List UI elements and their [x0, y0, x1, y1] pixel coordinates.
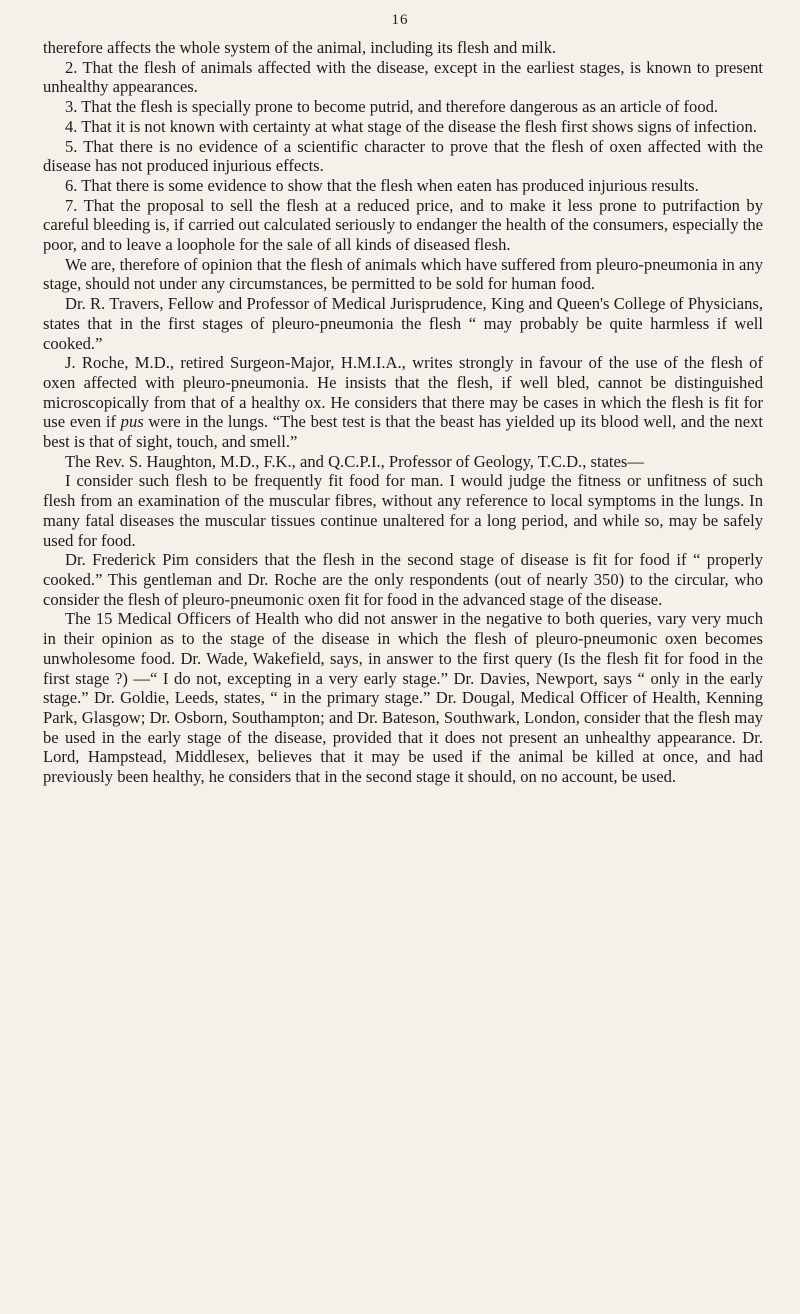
- roche-text-tail: were in the lungs. “The best test is that the beast has yielded up its blood well, and the next best is that of sight, touch, and smell.”: [43, 412, 763, 452]
- finding-2: 2. That the flesh of animals affected with the disease, except in the earliest stages, is known to present unhealthy appearances.: [43, 57, 763, 97]
- paragraph-continuation: therefore affects the whole system of the animal, including its flesh and milk.: [43, 38, 557, 57]
- finding-3: 3. That the flesh is specially prone to become putrid, and therefore dangerous as an article of food.: [65, 97, 719, 117]
- roche-paragraph: [43, 353, 763, 452]
- travers-paragraph: Dr. R. Travers, Fellow and Professor of Medical Jurisprudence, King and Queen's College of Physicians, states that in the first stages of pleuro-pneumonia the flesh “ may probably be quite harmless if well cooked.”: [43, 294, 763, 353]
- body-text: [43, 38, 763, 787]
- finding-7: 7. That the proposal to sell the flesh at a reduced price, and to make it less prone to putrifaction by careful bleeding is, if carried out calculated seriously to endanger the health of the consumers, especially the poor, and to leave a loophole for the sale of all kinds of diseased flesh.: [43, 195, 763, 255]
- pim-paragraph: Dr. Frederick Pim considers that the flesh in the second stage of disease is fit for food if “ properly cooked.” This gentleman and Dr. Roche are the only respondents (out of nearly 350) to the circular, who consider the flesh of pleuro-pneumonic oxen fit for food in the advanced stage of the disease.: [43, 550, 763, 609]
- page-number: 16: [391, 12, 409, 28]
- finding-5: 5. That there is no evidence of a scientific character to prove that the flesh of oxen affected with the disease has not produced injurious effects.: [43, 136, 763, 176]
- conclusion-paragraph: We are, therefore of opinion that the flesh of animals which have suffered from pleuro-pneumonia in any stage, should not under any circumstances, be permitted to be sold for human food.: [43, 254, 763, 294]
- finding-6: 6. That there is some evidence to show that the flesh when eaten has produced injurious results.: [65, 175, 699, 195]
- italic-term: pus: [120, 412, 144, 432]
- medical-officers-paragraph: The 15 Medical Officers of Health who did not answer in the negative to both queries, vary very much in their opinion as to the stage of the disease in which the flesh of pleuro-pneumonic oxen becomes unwholesome food. Dr. Wade, Wakefield, says, in answer to the first query (Is the flesh fit for food in the first stage ?) —“ I do not, excepting in a very early stage.” Dr. Davies, Newport, says “ only in the early stage.” Dr. Goldie, Leeds, states, “ in the primary stage.” Dr. Dougal, Medical Officer of Health, Kenning Park, Glasgow; Dr. Osborn, Southampton; and Dr. Bateson, Southwark, London, consider that the flesh may be used in the early stage of the disease, provided that it does not present an unhealthy appearance. Dr. Lord, Hampstead, Middlesex, believes that it may be used if the animal be killed at once, and had previously been healthy, he considers that in the second stage it should, on no account, be used.: [43, 609, 763, 787]
- finding-4: 4. That it is not known with certainty at what stage of the disease the flesh first shows signs of infection.: [65, 116, 757, 136]
- haughton-quote: I consider such flesh to be frequently fit food for man. I would judge the fitness or unfitness of such flesh from an examination of the muscular fibres, without any reference to local symptoms in the lungs. In many fatal diseases the muscular tissues continue unaltered for a long period, and while so, may be safely used for food.: [43, 471, 763, 550]
- roche-text: J. Roche, M.D., retired Surgeon-Major, H.M.I.A., writes strongly in favour of the use of the flesh of oxen affected with pleuro-pneumonia. He insists that the flesh, if well bled, cannot be distinguished microscopically from that of a healthy ox. He considers that there may be cases in which the flesh is fit for use even if: [43, 353, 763, 432]
- haughton-paragraph: The Rev. S. Haughton, M.D., F.K., and Q.C.P.I., Professor of Geology, T.C.D., states—: [65, 451, 644, 471]
